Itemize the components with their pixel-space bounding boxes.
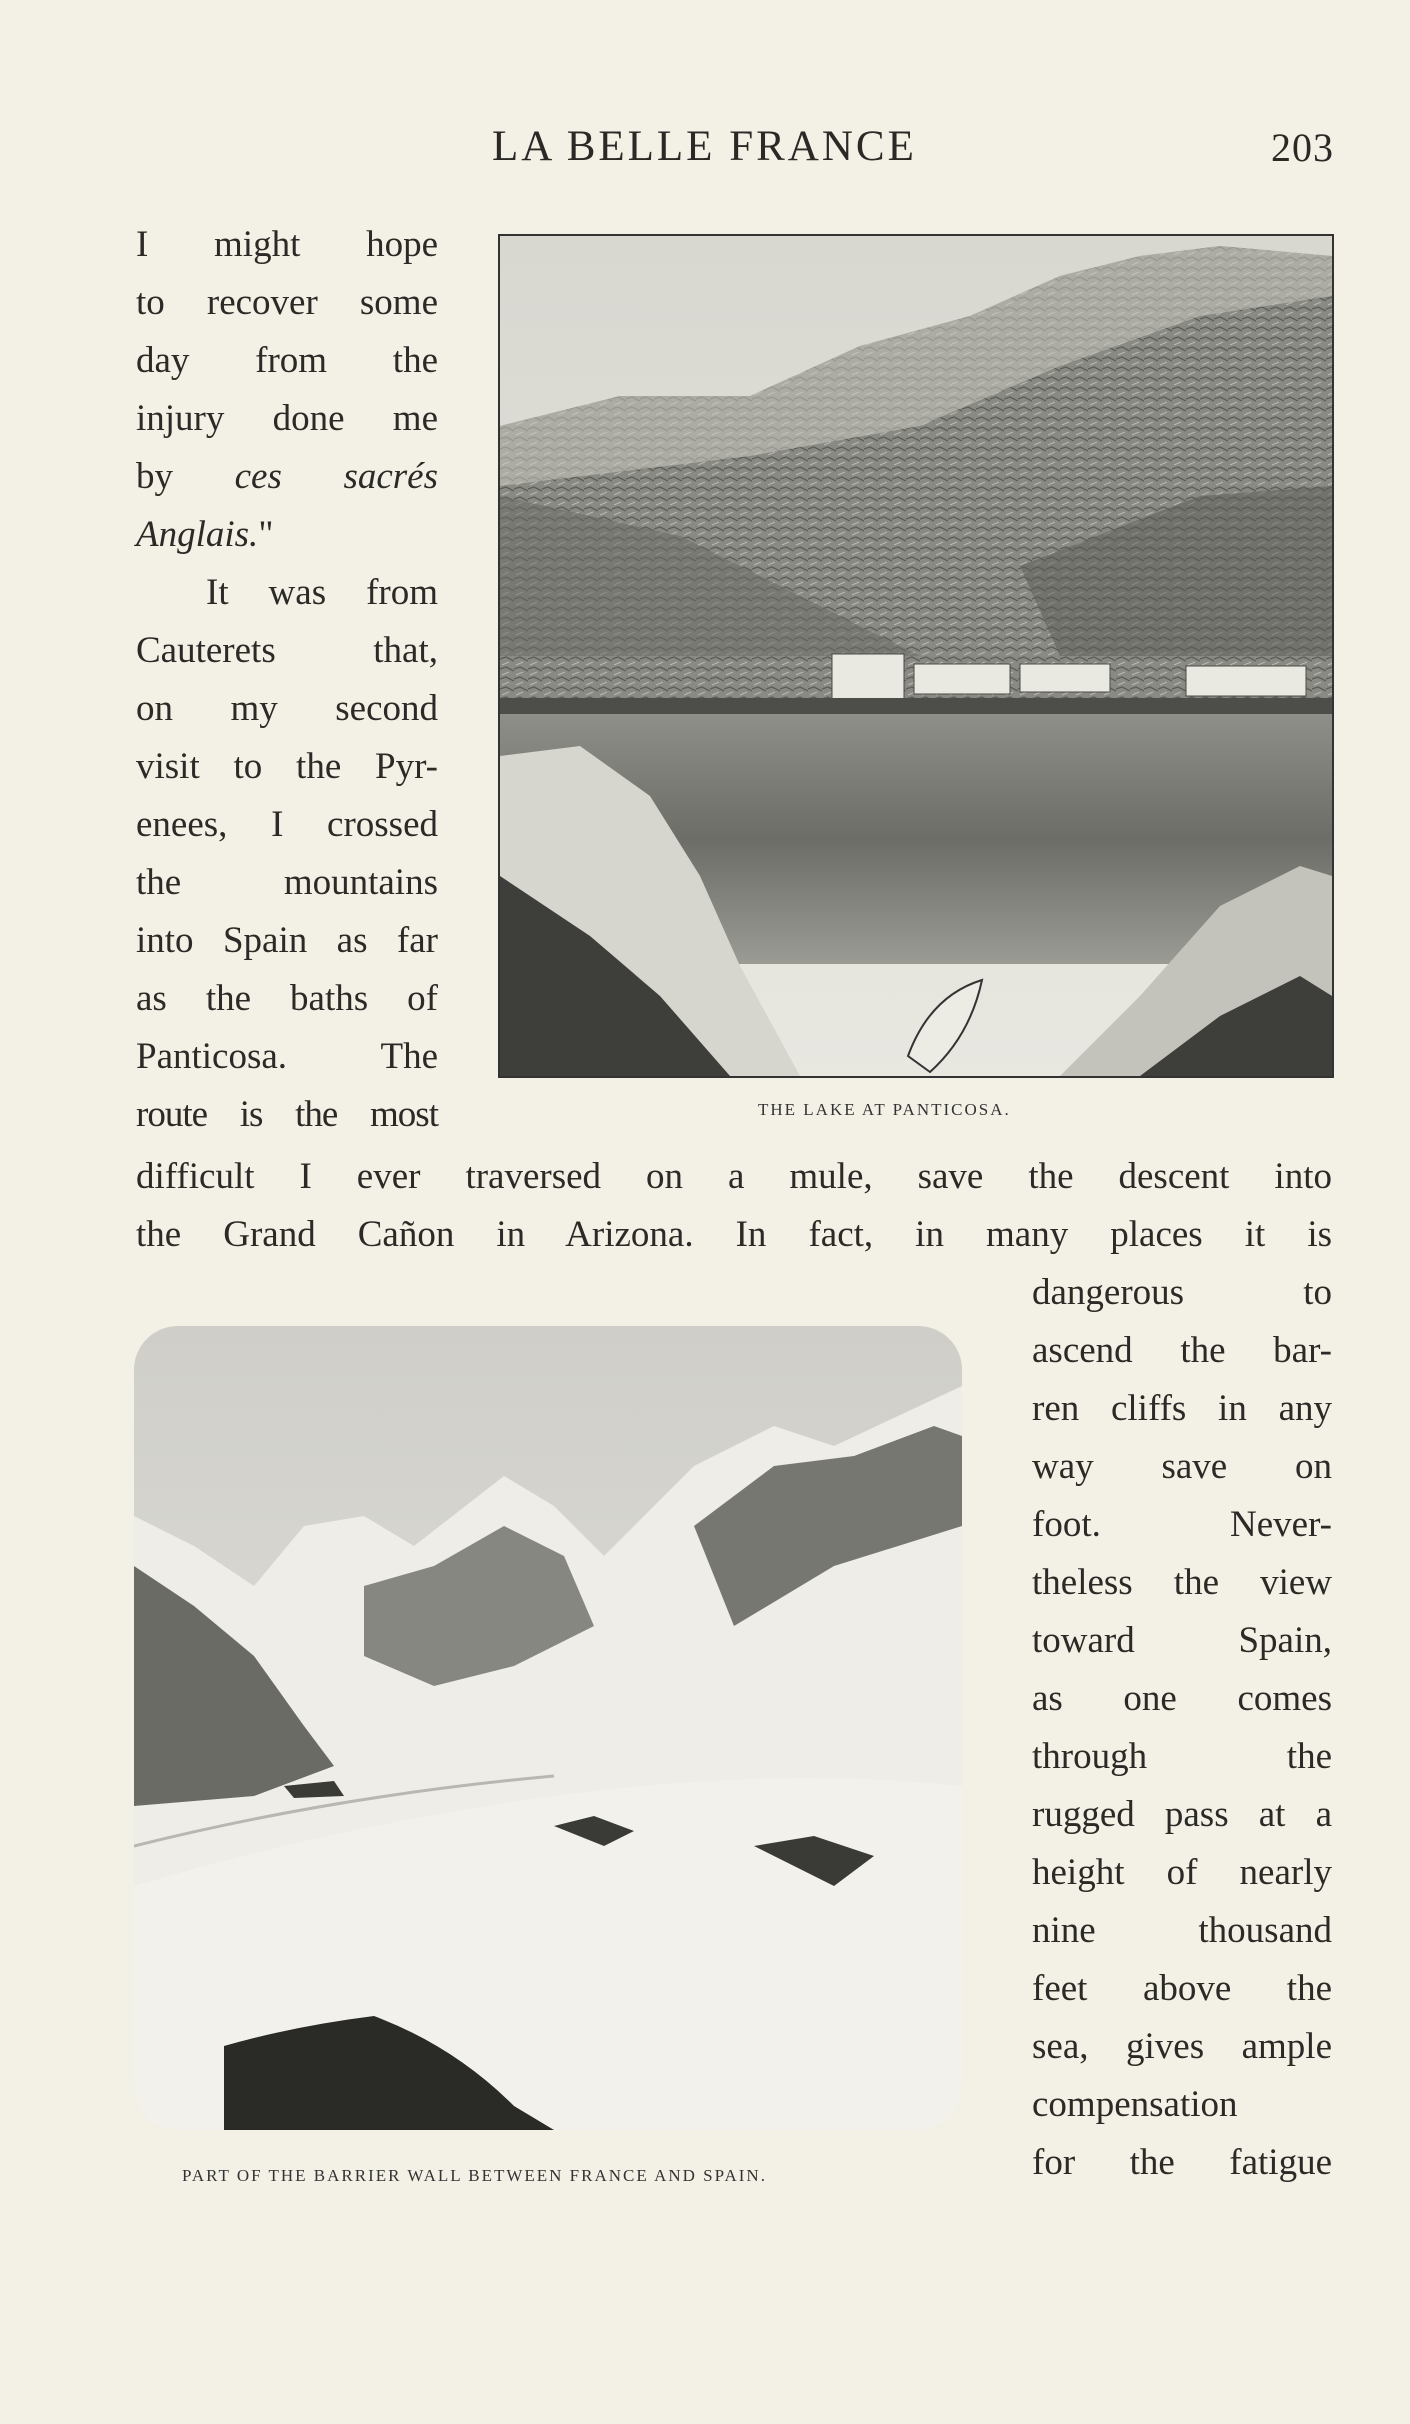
text-line: It was from [206,572,438,613]
italic-phrase: Anglais. [136,514,259,555]
text-line: Panticosa. The [136,1036,438,1077]
text-line: toward Spain, [1032,1620,1332,1661]
running-title: LA BELLE FRANCE [492,123,917,170]
text-line: the mountains [136,862,438,903]
text-line: nine thousand [1032,1910,1332,1951]
lake-caption: THE LAKE AT PANTICOSA. [758,1100,1011,1119]
text-line: feet above the [1032,1968,1332,2009]
text-line: foot. Never- [1032,1504,1332,1545]
text-line: visit to the Pyr- [136,746,438,787]
text-line: to recover some [136,282,438,323]
text-line: theless the view [1032,1562,1332,1603]
italic-phrase: ces sacrés [234,456,438,497]
text-line: for the fatigue [1032,2142,1332,2183]
lake-illustration [500,236,1332,1076]
text-line [136,506,438,564]
barrier-wall-photograph [134,1326,962,2130]
text-line: on my second [136,688,438,729]
text-line [136,448,438,506]
text-line: ren cliffs in any [1032,1388,1332,1429]
text-line: through the [1032,1736,1332,1777]
text-line: enees, I crossed [136,804,438,845]
text-fragment: " [258,514,274,555]
text-line: way save on [1032,1446,1332,1487]
text-fragment: by [136,456,235,497]
text-line: Cauterets that, [136,630,438,671]
lake-photograph [498,234,1334,1078]
text-line: height of nearly [1032,1852,1332,1893]
mountain-illustration [134,1326,962,2130]
barrier-wall-caption: PART OF THE BARRIER WALL BETWEEN FRANCE AND SPAIN. [182,2166,767,2185]
page-number: 203 [1271,125,1334,170]
text-line: I might hope [136,224,438,265]
text-line: ascend the bar- [1032,1330,1332,1371]
text-line: as the baths of [136,978,438,1019]
text-line: into Spain as far [136,920,438,961]
text-line: day from the [136,340,438,381]
text-line: difficult I ever traversed on a mule, save the descent into [136,1156,1332,1197]
text-line: as one comes [1032,1678,1332,1719]
text-line: sea, gives ample [1032,2026,1332,2067]
text-line: injury done me [136,398,438,439]
text-line: dangerous to [1032,1272,1332,1313]
text-line: route is the most [136,1094,438,1135]
text-line: the Grand Cañon in Arizona. In fact, in many places it is [136,1214,1332,1255]
text-line: rugged pass at a [1032,1794,1332,1835]
text-line: compensation [1032,2084,1238,2125]
